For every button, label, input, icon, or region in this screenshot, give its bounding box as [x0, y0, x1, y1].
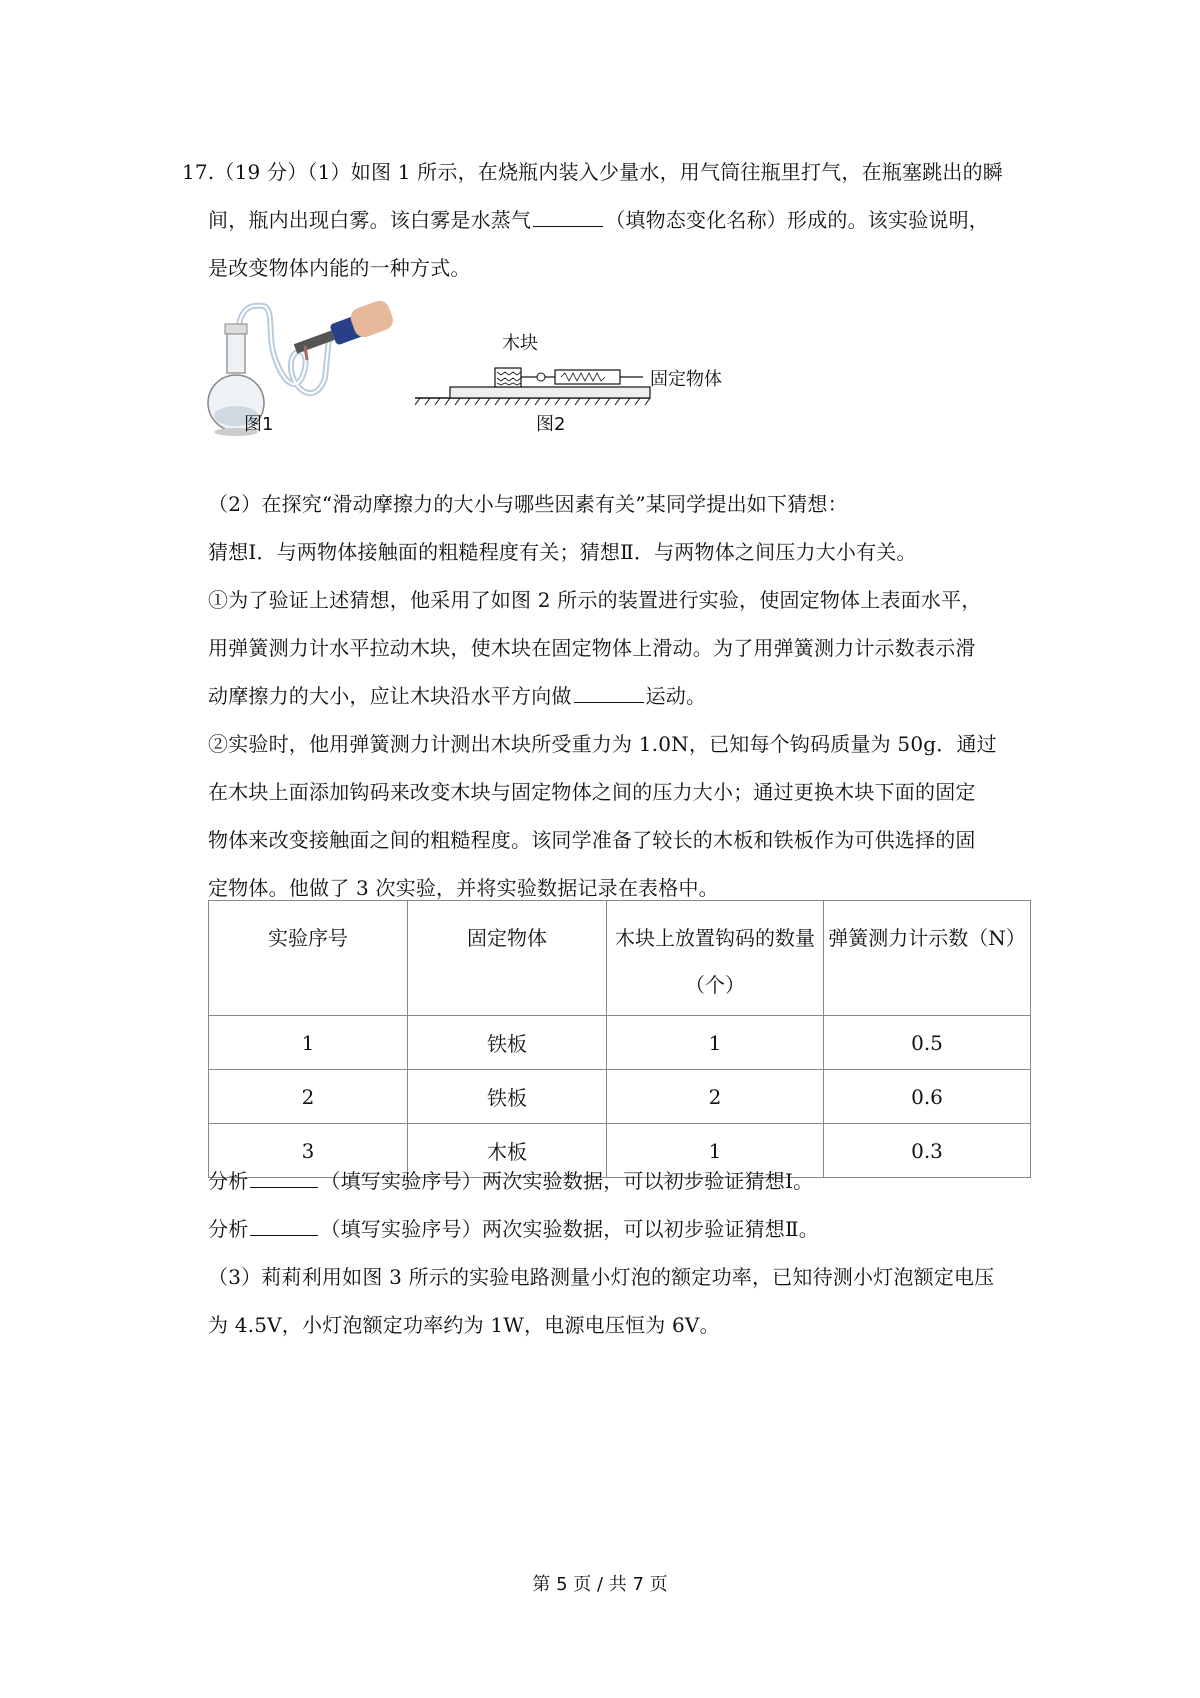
analysis-line-2-b: （填写实验序号）两次实验数据，可以初步验证猜想Ⅱ。	[320, 1217, 819, 1241]
q17-part2-line-9: 定物体。他做了 3 次实验，并将实验数据记录在表格中。	[208, 876, 719, 900]
analysis-line-1	[208, 1167, 813, 1195]
q17-part3-line-2: 为 4.5V，小灯泡额定功率约为 1W，电源电压恒为 6V。	[208, 1313, 720, 1337]
answer-blank-4	[250, 1217, 318, 1236]
answer-blank-3	[250, 1169, 318, 1188]
table-cell: 铁板	[408, 1070, 607, 1124]
q17-part2-line-2: 猜想Ⅰ．与两物体接触面的粗糙程度有关；猜想Ⅱ．与两物体之间压力大小有关。	[208, 540, 917, 564]
table-cell: 1	[209, 1016, 408, 1070]
table-cell: 铁板	[408, 1016, 607, 1070]
table-cell: 木板	[408, 1124, 607, 1178]
q17-line-2-b: （填物态变化名称）形成的。该实验说明，	[605, 208, 990, 232]
q17-line-3: 是改变物体内能的一种方式。	[208, 256, 471, 280]
q17-part2-line-3: ①为了验证上述猜想，他采用了如图 2 所示的装置进行实验，使固定物体上表面水平，	[208, 588, 982, 612]
table-row	[209, 1016, 1031, 1070]
figure-1-caption: 图1	[244, 414, 274, 435]
table-header-cell: 固定物体	[408, 901, 607, 1016]
table-cell: 0.5	[824, 1016, 1031, 1070]
q17-part3-line-1: （3）莉莉利用如图 3 所示的实验电路测量小灯泡的额定功率，已知待测小灯泡额定电压	[208, 1265, 995, 1289]
q17-line-2	[208, 206, 989, 234]
table-header-cell: 木块上放置钩码的数量（个）	[607, 901, 824, 1016]
figure-2-block-label: 木块	[502, 333, 538, 354]
answer-blank-2	[574, 684, 644, 703]
q17-part2-line-6: ②实验时，他用弹簧测力计测出木块所受重力为 1.0N，已知每个钩码质量为 50g．通过	[208, 732, 997, 756]
q17-part2-line-4: 用弹簧测力计水平拉动木块，使木块在固定物体上滑动。为了用弹簧测力计示数表示滑	[208, 636, 976, 660]
table-cell: 0.3	[824, 1124, 1031, 1178]
analysis-line-1-a: 分析	[208, 1169, 249, 1193]
table-header-cell: 弹簧测力计示数（N）	[824, 901, 1031, 1016]
table-cell: 0.6	[824, 1070, 1031, 1124]
q17-part2-line-8: 物体来改变接触面之间的粗糙程度。该同学准备了较长的木板和铁板作为可供选择的固	[208, 828, 976, 852]
table-cell: 2	[607, 1070, 824, 1124]
page-footer: 第 5 页 / 共 7 页	[532, 1574, 668, 1595]
table-cell: 1	[607, 1124, 824, 1178]
q17-line-1: 17.（19 分）（1）如图 1 所示，在烧瓶内装入少量水，用气筒往瓶里打气，在瓶塞跳出的瞬	[182, 160, 1003, 184]
figure-2-fixed-object-label: 固定物体	[650, 369, 722, 390]
analysis-line-2-a: 分析	[208, 1217, 249, 1241]
q17-line-2-a: 间，瓶内出现白雾。该白雾是水蒸气	[208, 208, 532, 232]
table-cell: 2	[209, 1070, 408, 1124]
analysis-line-2	[208, 1215, 819, 1243]
q17-part2-line-5-b: 运动。	[645, 684, 707, 708]
q17-part2-line-7: 在木块上面添加钩码来改变木块与固定物体之间的压力大小；通过更换木块下面的固定	[208, 780, 976, 804]
analysis-line-1-b: （填写实验序号）两次实验数据，可以初步验证猜想Ⅰ。	[320, 1169, 814, 1193]
figure-2-caption: 图2	[536, 414, 566, 435]
figure-1-flask-pump	[205, 298, 405, 438]
q17-part2-line-5	[208, 682, 706, 710]
table-header-cell: 实验序号	[209, 901, 408, 1016]
answer-blank-1	[533, 208, 603, 227]
q17-part2-line-1: （2）在探究“滑动摩擦力的大小与哪些因素有关”某同学提出如下猜想：	[208, 492, 848, 516]
table-cell: 3	[209, 1124, 408, 1178]
table-header-row	[209, 901, 1031, 1016]
experiment-data-table	[208, 900, 1031, 1178]
table-row	[209, 1070, 1031, 1124]
table-cell: 1	[607, 1016, 824, 1070]
q17-part2-line-5-a: 动摩擦力的大小，应让木块沿水平方向做	[208, 684, 572, 708]
